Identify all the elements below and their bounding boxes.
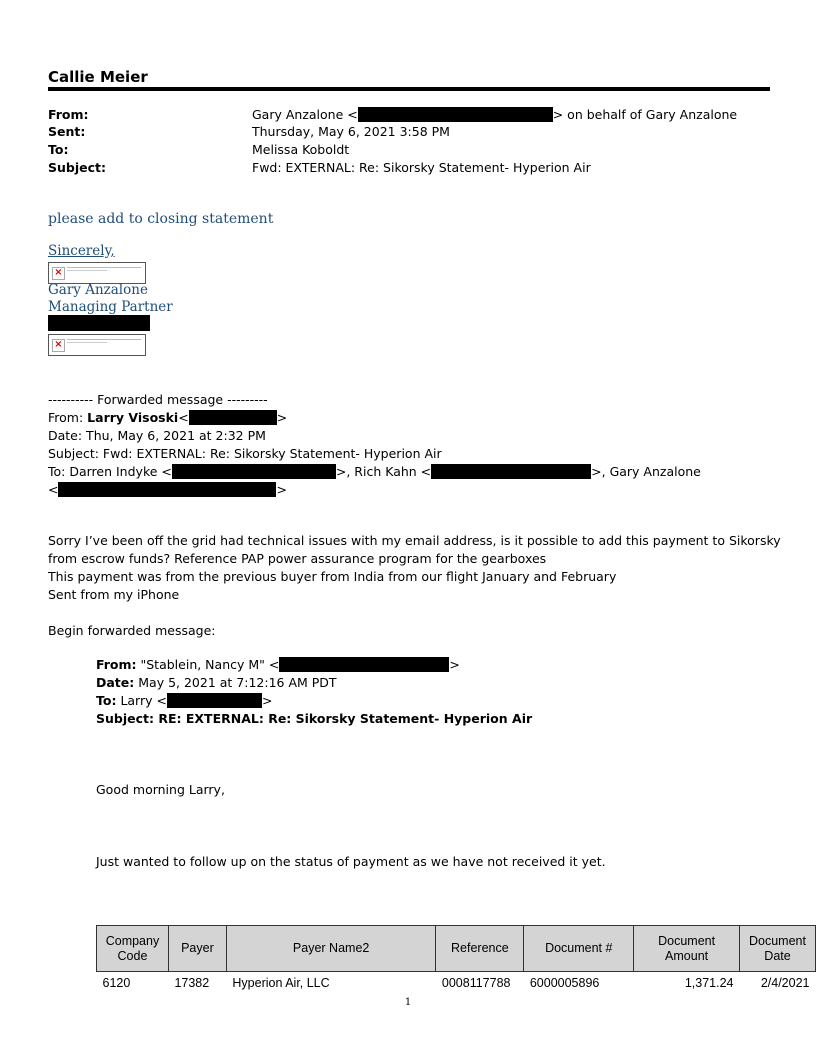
redaction-bar: [58, 482, 276, 497]
forward-subject: Subject: Fwd: EXTERNAL: Re: Sikorsky Statement- Hyperion Air: [48, 446, 442, 461]
forward-from: From: Larry Visoski< >: [48, 410, 288, 425]
redaction-bar: [167, 693, 262, 708]
table-cell: 6120: [102, 976, 131, 990]
fwd2-from: From: "Stablein, Nancy M" < >: [96, 657, 460, 672]
sent-value: Thursday, May 6, 2021 3:58 PM: [252, 124, 450, 139]
fwd2-to-value: Larry <: [120, 693, 167, 708]
subject-label: Subject:: [48, 160, 106, 175]
table-header-cell: Reference: [436, 926, 524, 972]
fwd2-date-label: Date:: [96, 675, 135, 690]
sent-label: Sent:: [48, 124, 86, 139]
table-cell: 2/4/2021: [760, 976, 810, 990]
forward-divider: ---------- Forwarded message ---------: [48, 392, 268, 407]
to-label: To:: [48, 142, 69, 157]
body-line: Sent from my iPhone: [48, 587, 180, 602]
forward-from-label: From:: [48, 410, 84, 425]
payment-table: [96, 925, 816, 992]
signature-name: Gary Anzalone: [48, 282, 148, 298]
from-label: From:: [48, 107, 89, 122]
document-title: Callie Meier: [48, 68, 148, 86]
forward-date: Date: Thu, May 6, 2021 at 2:32 PM: [48, 428, 266, 443]
table-cell: 6000005896: [529, 976, 600, 990]
fwd2-subject: [96, 710, 532, 728]
redaction-bar: [172, 464, 336, 479]
followup-text: Just wanted to follow up on the status of payment as we have not received it yet.: [96, 854, 606, 869]
forward-to-cont: < >: [48, 482, 287, 497]
body-line: from escrow funds? Reference PAP power assurance program for the gearboxes: [48, 551, 547, 566]
begin-forwarded: Begin forwarded message:: [48, 623, 216, 638]
redaction-bar: [48, 315, 150, 331]
redaction-bar: [358, 107, 553, 122]
from-prefix: Gary Anzalone <: [252, 107, 358, 122]
table-row: [97, 972, 816, 993]
forward-to: [48, 463, 701, 481]
fwd2-to-label: To:: [96, 693, 117, 708]
table-cell: Hyperion Air, LLC: [232, 976, 330, 990]
broken-image-icon: ×: [48, 262, 146, 284]
from-suffix: > on behalf of Gary Anzalone: [552, 107, 738, 122]
fwd2-subject-value: RE: EXTERNAL: Re: Sikorsky Statement- Hyperion Air: [158, 711, 533, 726]
broken-image-icon: ×: [48, 334, 146, 356]
note-text: please add to closing statement: [48, 211, 274, 227]
redaction-bar: [189, 410, 277, 425]
table-header-cell: Document Date: [740, 926, 816, 972]
to-value: Melissa Koboldt: [252, 142, 350, 157]
fwd2-date-value: May 5, 2021 at 7:12:16 AM PDT: [138, 675, 337, 690]
fwd2-from-value: "Stablein, Nancy M" <: [140, 657, 280, 672]
forward-to-mid: >, Rich Kahn <: [335, 464, 432, 479]
subject-value: Fwd: EXTERNAL: Re: Sikorsky Statement- Hyperion Air: [252, 160, 591, 175]
closing-text: Sincerely,: [48, 243, 115, 259]
table-header-cell: Document #: [524, 926, 634, 972]
forward-to-suffix: >, Gary Anzalone: [591, 464, 701, 479]
table-header-cell: Payer Name2: [226, 926, 436, 972]
body-line: Sorry I’ve been off the grid had technical issues with my email address, is it possible to add this payment to Sikorsky: [48, 533, 781, 548]
from-value: [252, 106, 737, 124]
fwd2-date: [96, 674, 337, 692]
greeting-text: Good morning Larry,: [96, 782, 225, 797]
redaction-bar: [431, 464, 591, 479]
table-header-cell: Document Amount: [634, 926, 740, 972]
signature-title: Managing Partner: [48, 299, 173, 315]
table-header-cell: Payer: [168, 926, 226, 972]
table-cell: 1,371.24: [684, 976, 734, 990]
table-cell: 17382: [174, 976, 210, 990]
fwd2-from-label: From:: [96, 657, 137, 672]
table-header-row: [97, 926, 816, 972]
forward-to-prefix: To: Darren Indyke <: [48, 464, 172, 479]
forward-from-name: Larry Visoski: [87, 410, 179, 425]
title-rule: [48, 87, 770, 91]
redaction-bar: [279, 657, 449, 672]
body-line: This payment was from the previous buyer from India from our flight January and February: [48, 569, 617, 584]
page-number: 1: [404, 997, 412, 1008]
fwd2-to: To: Larry < >: [96, 693, 273, 708]
fwd2-subject-label: Subject:: [96, 711, 154, 726]
table-cell: 0008117788: [441, 976, 511, 990]
table-header-cell: Company Code: [97, 926, 169, 972]
